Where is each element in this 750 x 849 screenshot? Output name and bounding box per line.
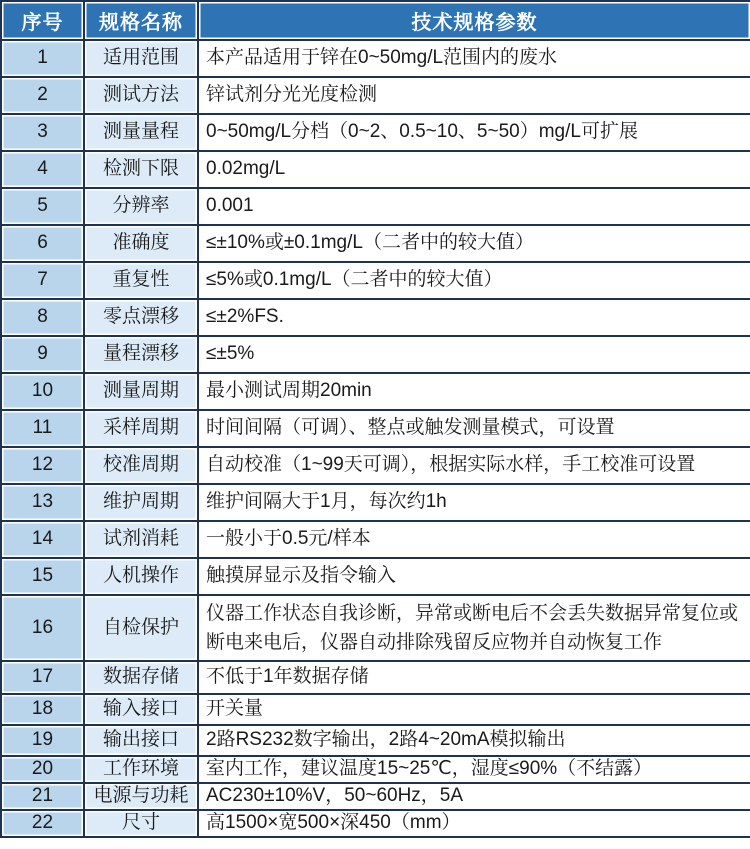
spec-name: 输出接口 (84, 725, 198, 756)
spec-value: 仪器工作状态自我诊断，异常或断电后不会丢失数据异常复位或断电来电后，仪器自动排除残留反应物并自动恢复工作 (198, 595, 750, 661)
row-number: 13 (1, 484, 84, 521)
spec-value: 0.02mg/L (198, 151, 750, 188)
spec-name: 人机操作 (84, 558, 198, 595)
spec-value: 0.001 (198, 188, 750, 225)
table-row (1, 484, 750, 521)
table-row (1, 595, 750, 661)
spec-value: 高1500×宽500×深450（mm） (198, 810, 750, 837)
row-number: 15 (1, 558, 84, 595)
spec-name: 工作环境 (84, 756, 198, 783)
spec-name: 量程漂移 (84, 336, 198, 373)
spec-value: 0~50mg/L分档（0~2、0.5~10、5~50）mg/L可扩展 (198, 114, 750, 151)
spec-value: 2路RS232数字输出，2路4~20mA模拟输出 (198, 725, 750, 756)
spec-table-body (1, 40, 750, 837)
row-number: 20 (1, 756, 84, 783)
spec-value: AC230±10%V，50~60Hz，5A (198, 783, 750, 810)
table-row (1, 725, 750, 756)
spec-value: 维护间隔大于1月，每次约1h (198, 484, 750, 521)
table-row (1, 151, 750, 188)
spec-name: 分辨率 (84, 188, 198, 225)
spec-name: 输入接口 (84, 694, 198, 725)
table-row (1, 373, 750, 410)
spec-name: 尺寸 (84, 810, 198, 837)
spec-name: 采样周期 (84, 410, 198, 447)
row-number: 19 (1, 725, 84, 756)
table-row (1, 783, 750, 810)
spec-value: 本产品适用于锌在0~50mg/L范围内的废水 (198, 40, 750, 77)
row-number: 18 (1, 694, 84, 725)
spec-value: 室内工作，建议温度15~25℃，湿度≤90%（不结露） (198, 756, 750, 783)
row-number: 3 (1, 114, 84, 151)
spec-name: 电源与功耗 (84, 783, 198, 810)
spec-name: 重复性 (84, 262, 198, 299)
spec-name: 检测下限 (84, 151, 198, 188)
row-number: 9 (1, 336, 84, 373)
row-number: 5 (1, 188, 84, 225)
row-number: 14 (1, 521, 84, 558)
table-row (1, 114, 750, 151)
spec-value: 锌试剂分光光度检测 (198, 77, 750, 114)
table-row (1, 262, 750, 299)
table-row (1, 694, 750, 725)
row-number: 22 (1, 810, 84, 837)
header-col-number: 序号 (1, 1, 84, 40)
table-row (1, 661, 750, 694)
spec-name: 测量周期 (84, 373, 198, 410)
table-row (1, 558, 750, 595)
spec-value: ≤±5% (198, 336, 750, 373)
spec-table-header (1, 1, 750, 40)
table-row (1, 447, 750, 484)
row-number: 16 (1, 595, 84, 661)
table-row (1, 336, 750, 373)
table-row (1, 410, 750, 447)
header-col-spec-value: 技术规格参数 (198, 1, 750, 40)
header-col-spec-name: 规格名称 (84, 1, 198, 40)
spec-name: 校准周期 (84, 447, 198, 484)
row-number: 1 (1, 40, 84, 77)
spec-value: 开关量 (198, 694, 750, 725)
row-number: 12 (1, 447, 84, 484)
table-row (1, 188, 750, 225)
table-row (1, 40, 750, 77)
row-number: 7 (1, 262, 84, 299)
spec-value: ≤±2%FS. (198, 299, 750, 336)
table-row (1, 521, 750, 558)
spec-value: 自动校准（1~99天可调），根据实际水样，手工校准可设置 (198, 447, 750, 484)
row-number: 4 (1, 151, 84, 188)
spec-name: 零点漂移 (84, 299, 198, 336)
row-number: 17 (1, 661, 84, 694)
spec-name: 准确度 (84, 225, 198, 262)
spec-value: 触摸屏显示及指令输入 (198, 558, 750, 595)
row-number: 11 (1, 410, 84, 447)
spec-value: ≤5%或0.1mg/L（二者中的较大值） (198, 262, 750, 299)
spec-name: 测试方法 (84, 77, 198, 114)
table-row (1, 810, 750, 837)
table-row (1, 756, 750, 783)
spec-name: 测量量程 (84, 114, 198, 151)
spec-value: 一般小于0.5元/样本 (198, 521, 750, 558)
spec-name: 试剂消耗 (84, 521, 198, 558)
spec-value: ≤±10%或±0.1mg/L（二者中的较大值） (198, 225, 750, 262)
table-row (1, 225, 750, 262)
spec-name: 自检保护 (84, 595, 198, 661)
spec-value: 不低于1年数据存储 (198, 661, 750, 694)
row-number: 8 (1, 299, 84, 336)
spec-name: 适用范围 (84, 40, 198, 77)
table-row (1, 299, 750, 336)
row-number: 21 (1, 783, 84, 810)
row-number: 6 (1, 225, 84, 262)
spec-name: 维护周期 (84, 484, 198, 521)
spec-value: 时间间隔（可调）、整点或触发测量模式，可设置 (198, 410, 750, 447)
spec-name: 数据存储 (84, 661, 198, 694)
table-row (1, 77, 750, 114)
spec-value: 最小测试周期20min (198, 373, 750, 410)
row-number: 10 (1, 373, 84, 410)
row-number: 2 (1, 77, 84, 114)
header-row (1, 1, 750, 40)
